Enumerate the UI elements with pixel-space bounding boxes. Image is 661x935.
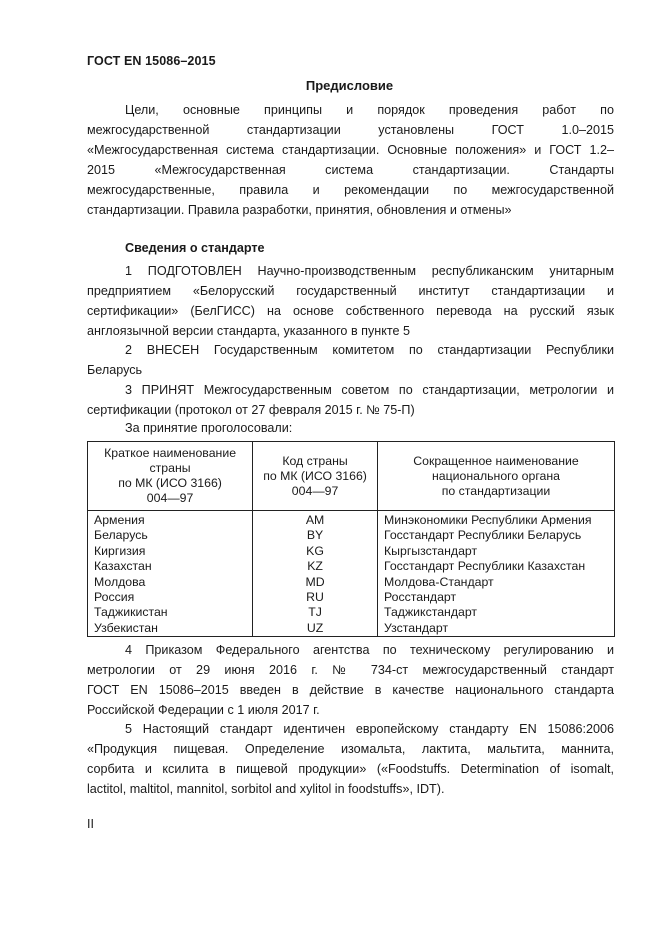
item-2-paragraph <box>87 340 614 380</box>
body-cell: Молдова-Стандарт <box>377 575 614 590</box>
item-3-paragraph <box>87 380 614 420</box>
code-cell: RU <box>253 590 378 605</box>
code-cell: MD <box>253 575 378 590</box>
country-cell: Россия <box>88 590 253 605</box>
body-cell: Госстандарт Республики Казахстан <box>377 559 614 574</box>
country-cell: Молдова <box>88 575 253 590</box>
header-line: 004—97 <box>146 491 194 505</box>
vote-label: За принятие проголосовали: <box>125 421 293 435</box>
item-5-line: «Продукция пищевая. Определение изомальта, лактита, мальтита, маннита, <box>87 742 614 756</box>
header-body <box>377 442 614 511</box>
document-code: ГОСТ EN 15086–2015 <box>87 54 216 68</box>
body-cell: Узстандарт <box>377 621 614 637</box>
foreword-line: межгосударственные, правила и рекомендации по межгосударственной <box>87 183 614 197</box>
item-3-line: 3 ПРИНЯТ Межгосударственным советом по стандартизации, метрологии и <box>125 383 614 397</box>
item-5-line: 5 Настоящий стандарт идентичен европейскому стандарту EN 15086:2006 <box>125 722 614 736</box>
header-code <box>253 442 378 511</box>
item-5-line: lactitol, maltitol, mannitol, sorbitol and xylitol in foodstuffs», IDT). <box>87 782 445 796</box>
header-line: национального органа <box>431 468 561 483</box>
code-cell: KG <box>253 544 378 559</box>
header-line: по стандартизации <box>441 483 551 498</box>
header-line: Сокращенное наименование <box>413 453 579 468</box>
foreword-paragraph <box>87 100 614 220</box>
table-row <box>88 590 615 605</box>
item-4-paragraph <box>87 640 614 720</box>
country-cell: Киргизия <box>88 544 253 559</box>
item-1-line: предприятием «Белорусский государственный институт стандартизации и <box>87 284 614 298</box>
code-cell: BY <box>253 528 378 543</box>
body-cell: Кыргызстандарт <box>377 544 614 559</box>
foreword-line: Цели, основные принципы и порядок проведения работ по <box>125 103 614 117</box>
page-title: Предисловие <box>305 78 394 93</box>
body-cell: Минэкономики Республики Армения <box>377 511 614 529</box>
table-row <box>88 605 615 620</box>
header-line: Краткое наименование <box>104 446 237 460</box>
header-country <box>88 442 253 511</box>
country-cell: Узбекистан <box>88 621 253 637</box>
header-line: по МК (ИСО 3166) <box>118 476 222 490</box>
table-row <box>88 511 615 529</box>
item-2-line: 2 ВНЕСЕН Государственным комитетом по стандартизации Республики <box>125 343 614 357</box>
header-line: страны <box>149 461 191 475</box>
item-1-paragraph <box>87 261 614 341</box>
code-cell: AM <box>253 511 378 529</box>
item-4-line: ГОСТ EN 15086–2015 введен в действие в качестве национального стандарта <box>87 683 614 697</box>
foreword-line: 2015 «Межгосударственная система стандартизации. Стандарты <box>87 163 614 177</box>
code-cell: TJ <box>253 605 378 620</box>
country-cell: Казахстан <box>88 559 253 574</box>
table-row <box>88 621 615 637</box>
table-row <box>88 559 615 574</box>
page-number: II <box>87 817 94 831</box>
body-cell: Госстандарт Республики Беларусь <box>377 528 614 543</box>
foreword-line: «Межгосударственная система стандартизации. Основные положения» и ГОСТ 1.2– <box>87 143 614 157</box>
country-cell: Беларусь <box>88 528 253 543</box>
body-cell: Росстандарт <box>377 590 614 605</box>
table-row <box>88 575 615 590</box>
foreword-line: межгосударственной стандартизации установлены ГОСТ 1.0–2015 <box>87 123 614 137</box>
item-3-line: сертификации (протокол от 27 февраля 2015 г. № 75-П) <box>87 403 415 417</box>
voting-table <box>87 441 615 637</box>
table-row <box>88 528 615 543</box>
country-cell: Армения <box>88 511 253 529</box>
item-4-line: 4 Приказом Федерального агентства по техническому регулированию и <box>125 643 614 657</box>
code-cell: UZ <box>253 621 378 637</box>
header-line: Код страны <box>282 453 348 468</box>
table-row <box>88 544 615 559</box>
country-cell: Таджикистан <box>88 605 253 620</box>
item-1-line: 1 ПОДГОТОВЛЕН Научно-производственным республиканским унитарным <box>125 264 614 278</box>
code-cell: KZ <box>253 559 378 574</box>
section-heading: Сведения о стандарте <box>125 241 265 255</box>
header-line: по МК (ИСО 3166) <box>263 468 367 483</box>
item-1-line: сертификации» (БелГИСС) на основе собственного перевода на русский язык <box>87 304 614 318</box>
item-4-line: Российской Федерации с 1 июля 2017 г. <box>87 703 320 717</box>
body-cell: Таджикстандарт <box>377 605 614 620</box>
header-line: 004—97 <box>291 483 339 498</box>
item-1-line: англоязычной версии стандарта, указанного в пункте 5 <box>87 324 410 338</box>
item-5-line: сорбита и ксилита в пищевой продукции» («Foodstuffs. Determination of isomalt, <box>87 762 614 776</box>
foreword-line: стандартизации. Правила разработки, принятия, обновления и отмены» <box>87 203 512 217</box>
table-header-row <box>88 442 615 511</box>
item-5-paragraph <box>87 719 614 799</box>
item-4-line: метрологии от 29 июня 2016 г. № 734-ст межгосударственный стандарт <box>87 663 614 677</box>
item-2-line: Беларусь <box>87 363 143 377</box>
